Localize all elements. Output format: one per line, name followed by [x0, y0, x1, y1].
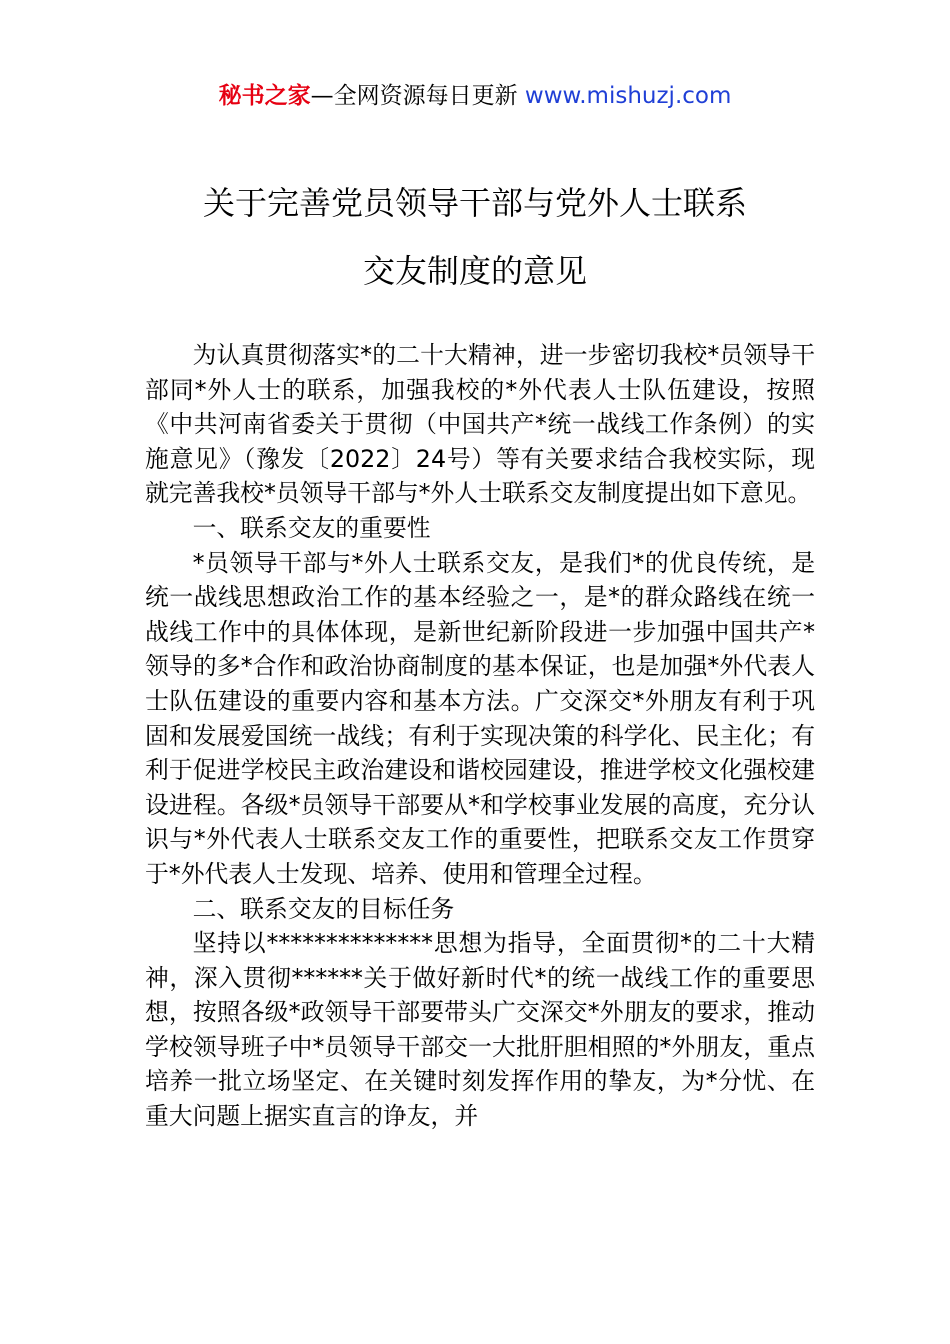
site-header [0, 80, 950, 112]
section-heading-2: 二、联系交友的目标任务 [192, 894, 455, 923]
body-paragraph: *员领导干部与*外人士联系交友，是我们*的优良传统，是统一战线思想政治工作的基本经验之一，是*的群众路线在统一战线工作中的具体体现，是新世纪新阶段进一步加强中国共产*领导的多*合作和政治协商制度的基本保证，也是加强*外代表人士队伍建设的重要内容和基本方法。广交深交*外朋友有利于巩固和发展爱国统一战线；有利于实现决策的科学化、民主化；有利于促进学校民主政治建设和谐校园建设，推进学校文化强校建设进程。各级*员领导干部要从*和学校事业发展的高度，充分认识与*外代表人士联系交友工作的重要性，把联系交友工作贯穿于*外代表人士发现、培养、使用和管理全过程。 [145, 548, 815, 888]
document-title-line-2: 交友制度的意见 [362, 252, 587, 290]
site-tagline: —全网资源每日更新 [310, 83, 525, 109]
document-body [145, 338, 815, 1134]
site-url-link[interactable]: www.mishuzj.com [524, 83, 732, 109]
body-paragraph: 坚持以**************思想为指导，全面贯彻*的二十大精神，深入贯彻******关于做好新时代*的统一战线工作的重要思想，按照各级*政领导干部要带头广交深交*外朋友的要求，推动学校领导班子中*员领导干部交一大批肝胆相照的*外朋友，重点培养一批立场坚定、在关键时刻发挥作用的挚友，为*分忧、在重大问题上据实直言的诤友，并 [145, 929, 815, 1131]
intro-paragraph: 为认真贯彻落实*的二十大精神，进一步密切我校*员领导干部同*外人士的联系，加强我校的*外代表人士队伍建设，按照《中共河南省委关于贯彻（中国共产*统一战线工作条例）的实施意见》（豫发〔2022〕24号）等有关要求结合我校实际，现就完善我校*员领导干部与*外人士联系交友制度提出如下意见。 [145, 341, 815, 508]
site-brand: 秘书之家 [218, 83, 311, 109]
document-title-line-1: 关于完善党员领导干部与党外人士联系 [202, 184, 747, 222]
section-heading-1: 一、联系交友的重要性 [192, 513, 431, 542]
